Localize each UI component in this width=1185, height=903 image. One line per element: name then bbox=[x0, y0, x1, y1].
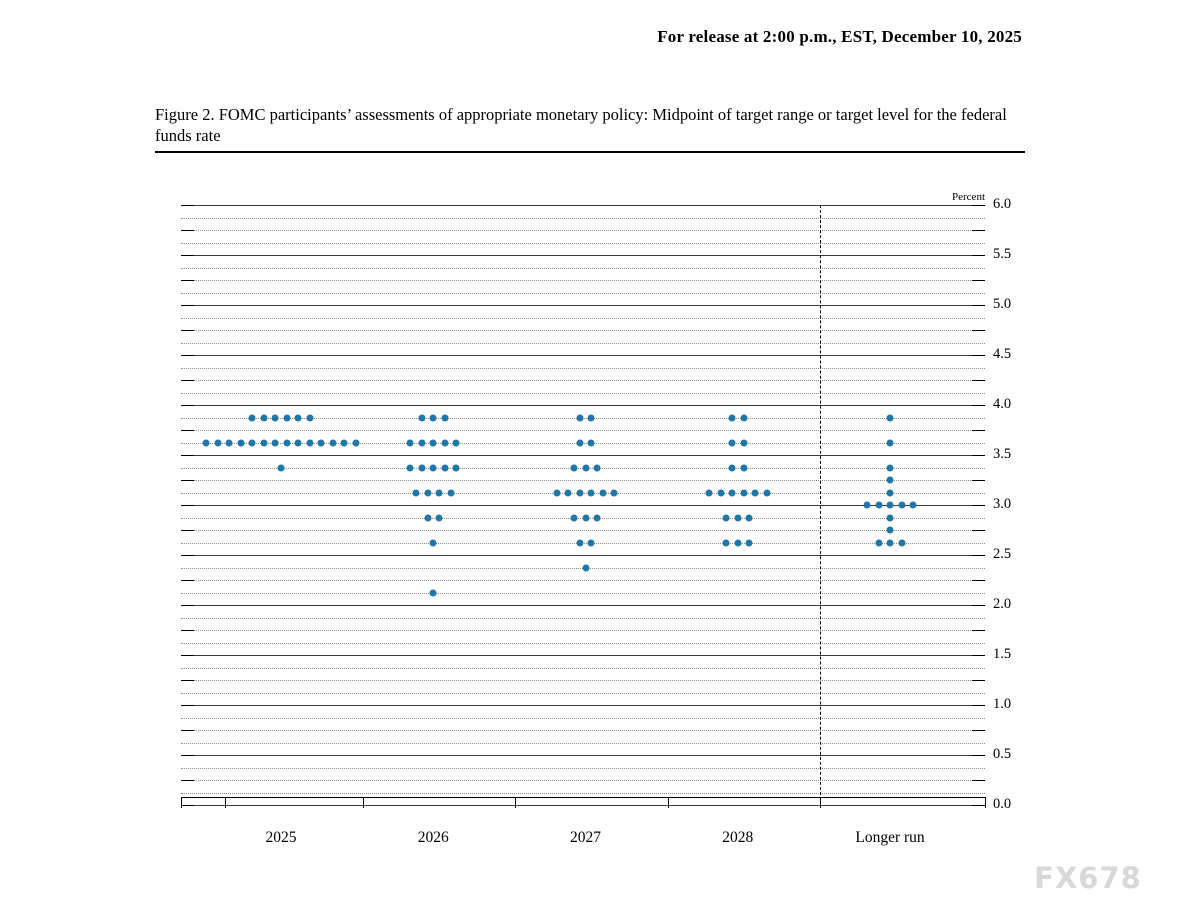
dot-marker bbox=[887, 527, 894, 534]
release-statement: For release at 2:00 p.m., EST, December 10, 2025 bbox=[657, 27, 1022, 46]
y-tick-right bbox=[972, 330, 985, 331]
y-tick-right bbox=[972, 255, 985, 256]
x-axis-category-label: 2028 bbox=[722, 829, 754, 846]
dot-marker bbox=[763, 489, 770, 496]
dot-marker bbox=[260, 439, 267, 446]
y-tick-right bbox=[972, 580, 985, 581]
gridline-major bbox=[181, 405, 985, 406]
y-axis-tick-label: 4.0 bbox=[993, 396, 1012, 412]
y-tick-right bbox=[972, 780, 985, 781]
gridline-minor bbox=[181, 718, 985, 719]
dot-marker bbox=[887, 514, 894, 521]
dot-marker bbox=[260, 414, 267, 421]
dot-marker bbox=[272, 414, 279, 421]
dot-marker bbox=[272, 439, 279, 446]
gridline-minor bbox=[181, 730, 985, 731]
dot-plot-area bbox=[181, 191, 1012, 812]
gridline-minor bbox=[181, 243, 985, 244]
y-tick-left bbox=[181, 305, 194, 306]
y-tick-left bbox=[181, 330, 194, 331]
dot-marker bbox=[582, 564, 589, 571]
dot-marker bbox=[729, 414, 736, 421]
dot-marker bbox=[576, 539, 583, 546]
gridline-minor bbox=[181, 230, 985, 231]
y-tick-right bbox=[972, 730, 985, 731]
y-axis-tick-label: 5.0 bbox=[993, 296, 1012, 312]
y-axis-tick-label: 6.0 bbox=[993, 196, 1012, 212]
y-axis-tick-label: 4.5 bbox=[993, 346, 1012, 362]
dot-marker bbox=[318, 439, 325, 446]
y-tick-left bbox=[181, 605, 194, 606]
percent-axis-label: Percent bbox=[952, 191, 985, 203]
dot-marker bbox=[588, 539, 595, 546]
y-tick-right bbox=[972, 505, 985, 506]
gridline-minor bbox=[181, 368, 985, 369]
dot-marker bbox=[571, 514, 578, 521]
gridline-minor bbox=[181, 343, 985, 344]
y-tick-right bbox=[972, 530, 985, 531]
gridline-minor bbox=[181, 430, 985, 431]
gridline-major bbox=[181, 755, 985, 756]
dot-marker bbox=[418, 414, 425, 421]
dot-marker bbox=[864, 502, 871, 509]
dot-marker bbox=[295, 414, 302, 421]
y-tick-right bbox=[972, 480, 985, 481]
gridline-minor bbox=[181, 580, 985, 581]
longer-run-divider bbox=[820, 205, 821, 805]
dot-marker bbox=[887, 489, 894, 496]
x-axis-tick bbox=[668, 797, 669, 808]
y-tick-left bbox=[181, 505, 194, 506]
y-tick-right bbox=[972, 455, 985, 456]
gridline-minor bbox=[181, 618, 985, 619]
y-tick-left bbox=[181, 530, 194, 531]
y-tick-left bbox=[181, 405, 194, 406]
x-axis-category-label: 2025 bbox=[265, 829, 297, 846]
y-tick-right bbox=[972, 405, 985, 406]
y-axis-tick-label: 1.0 bbox=[993, 696, 1012, 712]
dot-marker bbox=[441, 414, 448, 421]
dot-marker bbox=[329, 439, 336, 446]
dot-marker bbox=[887, 439, 894, 446]
x-axis-category-label: 2027 bbox=[570, 829, 601, 846]
x-axis-tick bbox=[225, 797, 226, 808]
title-divider bbox=[155, 151, 1025, 153]
dot-marker bbox=[441, 439, 448, 446]
dot-marker bbox=[740, 489, 747, 496]
gridline-minor bbox=[181, 630, 985, 631]
y-tick-left bbox=[181, 655, 194, 656]
dot-marker bbox=[283, 414, 290, 421]
x-axis-category-label: 2026 bbox=[417, 829, 449, 846]
gridline-minor bbox=[181, 668, 985, 669]
y-tick-right bbox=[972, 680, 985, 681]
dot-marker bbox=[447, 489, 454, 496]
y-axis-tick-label: 5.5 bbox=[993, 246, 1012, 262]
gridline-major bbox=[181, 205, 985, 206]
y-axis-tick-label: 2.5 bbox=[993, 546, 1012, 562]
y-tick-left bbox=[181, 580, 194, 581]
y-axis-tick-label: 2.0 bbox=[993, 596, 1012, 612]
y-tick-left bbox=[181, 355, 194, 356]
dot-marker bbox=[249, 439, 256, 446]
y-tick-left bbox=[181, 455, 194, 456]
y-tick-left bbox=[181, 780, 194, 781]
dot-marker bbox=[887, 539, 894, 546]
dot-marker bbox=[588, 489, 595, 496]
dot-marker bbox=[441, 464, 448, 471]
y-axis-tick-label: 1.5 bbox=[993, 646, 1012, 662]
dot-marker bbox=[341, 439, 348, 446]
gridline-major bbox=[181, 355, 985, 356]
dot-marker bbox=[746, 539, 753, 546]
y-tick-right bbox=[972, 755, 985, 756]
x-axis-tick bbox=[363, 797, 364, 808]
dot-marker bbox=[875, 539, 882, 546]
gridline-minor bbox=[181, 218, 985, 219]
gridline-minor bbox=[181, 293, 985, 294]
dot-marker bbox=[453, 464, 460, 471]
dot-marker bbox=[887, 502, 894, 509]
y-tick-right bbox=[972, 305, 985, 306]
y-tick-right bbox=[972, 705, 985, 706]
dot-marker bbox=[611, 489, 618, 496]
y-tick-left bbox=[181, 380, 194, 381]
dot-marker bbox=[594, 464, 601, 471]
gridline-minor bbox=[181, 768, 985, 769]
y-tick-left bbox=[181, 755, 194, 756]
dot-marker bbox=[887, 464, 894, 471]
dot-marker bbox=[740, 414, 747, 421]
dot-marker bbox=[723, 539, 730, 546]
dot-marker bbox=[717, 489, 724, 496]
y-tick-right bbox=[972, 205, 985, 206]
gridline-minor bbox=[181, 380, 985, 381]
y-tick-left bbox=[181, 430, 194, 431]
gridline-minor bbox=[181, 480, 985, 481]
dot-marker bbox=[453, 439, 460, 446]
x-axis-category-label: Longer run bbox=[855, 829, 925, 846]
dot-marker bbox=[413, 489, 420, 496]
dot-marker bbox=[430, 539, 437, 546]
dot-marker bbox=[729, 489, 736, 496]
dot-marker bbox=[214, 439, 221, 446]
dot-marker bbox=[740, 439, 747, 446]
gridline-major bbox=[181, 805, 985, 806]
gridline-major bbox=[181, 555, 985, 556]
dot-marker bbox=[887, 477, 894, 484]
gridline-minor bbox=[181, 793, 985, 794]
dot-marker bbox=[306, 439, 313, 446]
y-tick-right bbox=[972, 430, 985, 431]
dot-marker bbox=[352, 439, 359, 446]
x-axis-end-tick bbox=[985, 797, 986, 808]
gridline-major bbox=[181, 705, 985, 706]
dot-marker bbox=[407, 439, 414, 446]
dot-marker bbox=[237, 439, 244, 446]
dot-marker bbox=[582, 514, 589, 521]
y-axis-tick-label: 0.5 bbox=[993, 746, 1012, 762]
dot-marker bbox=[418, 439, 425, 446]
dot-marker bbox=[910, 502, 917, 509]
y-tick-right bbox=[972, 630, 985, 631]
y-tick-left bbox=[181, 255, 194, 256]
dot-marker bbox=[407, 464, 414, 471]
dot-marker bbox=[898, 502, 905, 509]
watermark: FX678 bbox=[1034, 861, 1142, 895]
dot-marker bbox=[734, 514, 741, 521]
y-tick-right bbox=[972, 355, 985, 356]
y-tick-left bbox=[181, 730, 194, 731]
dot-marker bbox=[203, 439, 210, 446]
y-tick-left bbox=[181, 480, 194, 481]
y-tick-left bbox=[181, 205, 194, 206]
y-tick-right bbox=[972, 605, 985, 606]
dot-marker bbox=[436, 489, 443, 496]
gridline-minor bbox=[181, 530, 985, 531]
dot-marker bbox=[576, 439, 583, 446]
y-tick-right bbox=[972, 380, 985, 381]
dot-marker bbox=[278, 464, 285, 471]
y-axis-tick-label: 3.0 bbox=[993, 496, 1012, 512]
gridline-minor bbox=[181, 280, 985, 281]
y-tick-right bbox=[972, 805, 985, 806]
gridline-minor bbox=[181, 693, 985, 694]
dot-marker bbox=[594, 514, 601, 521]
gridline-minor bbox=[181, 318, 985, 319]
dot-marker bbox=[571, 464, 578, 471]
dot-marker bbox=[430, 464, 437, 471]
dot-marker bbox=[430, 589, 437, 596]
dot-marker bbox=[226, 439, 233, 446]
gridline-minor bbox=[181, 593, 985, 594]
gridline-minor bbox=[181, 643, 985, 644]
gridline-major bbox=[181, 655, 985, 656]
y-tick-left bbox=[181, 230, 194, 231]
y-tick-right bbox=[972, 555, 985, 556]
y-tick-left bbox=[181, 805, 194, 806]
gridline-minor bbox=[181, 780, 985, 781]
x-axis-end-tick bbox=[181, 797, 182, 808]
dot-marker bbox=[898, 539, 905, 546]
dot-marker bbox=[588, 414, 595, 421]
dot-marker bbox=[418, 464, 425, 471]
dot-marker bbox=[430, 439, 437, 446]
dot-marker bbox=[424, 489, 431, 496]
gridline-minor bbox=[181, 268, 985, 269]
dot-marker bbox=[424, 514, 431, 521]
dot-marker bbox=[729, 464, 736, 471]
gridline-major bbox=[181, 255, 985, 256]
dot-marker bbox=[588, 439, 595, 446]
dot-marker bbox=[430, 414, 437, 421]
dot-marker bbox=[306, 414, 313, 421]
dot-marker bbox=[752, 489, 759, 496]
x-axis-line bbox=[181, 797, 985, 798]
dot-marker bbox=[723, 514, 730, 521]
gridline-major bbox=[181, 305, 985, 306]
dot-marker bbox=[706, 489, 713, 496]
dot-marker bbox=[249, 414, 256, 421]
figure-title: Figure 2. FOMC participants’ assessments of appropriate monetary policy: Midpoint of target range or target level for the federal funds rate bbox=[155, 105, 1007, 145]
dot-marker bbox=[582, 464, 589, 471]
dot-marker bbox=[875, 502, 882, 509]
x-axis-tick bbox=[515, 797, 516, 808]
gridline-major bbox=[181, 455, 985, 456]
dot-marker bbox=[740, 464, 747, 471]
dot-marker bbox=[576, 489, 583, 496]
dot-marker bbox=[599, 489, 606, 496]
dot-marker bbox=[576, 414, 583, 421]
dot-marker bbox=[729, 439, 736, 446]
y-axis-tick-label: 3.5 bbox=[993, 446, 1012, 462]
gridline-minor bbox=[181, 393, 985, 394]
dot-marker bbox=[887, 414, 894, 421]
dot-marker bbox=[283, 439, 290, 446]
y-tick-right bbox=[972, 230, 985, 231]
gridline-major bbox=[181, 605, 985, 606]
gridline-minor bbox=[181, 743, 985, 744]
y-tick-right bbox=[972, 655, 985, 656]
y-tick-left bbox=[181, 680, 194, 681]
dot-marker bbox=[295, 439, 302, 446]
x-axis-tick bbox=[820, 797, 821, 808]
y-tick-left bbox=[181, 630, 194, 631]
dot-marker bbox=[436, 514, 443, 521]
dot-marker bbox=[565, 489, 572, 496]
dot-marker bbox=[553, 489, 560, 496]
y-tick-right bbox=[972, 280, 985, 281]
gridline-minor bbox=[181, 330, 985, 331]
y-axis-tick-label: 0.0 bbox=[993, 796, 1012, 812]
y-tick-left bbox=[181, 555, 194, 556]
dot-marker bbox=[734, 539, 741, 546]
y-tick-left bbox=[181, 280, 194, 281]
y-tick-left bbox=[181, 705, 194, 706]
gridline-minor bbox=[181, 680, 985, 681]
dot-marker bbox=[746, 514, 753, 521]
